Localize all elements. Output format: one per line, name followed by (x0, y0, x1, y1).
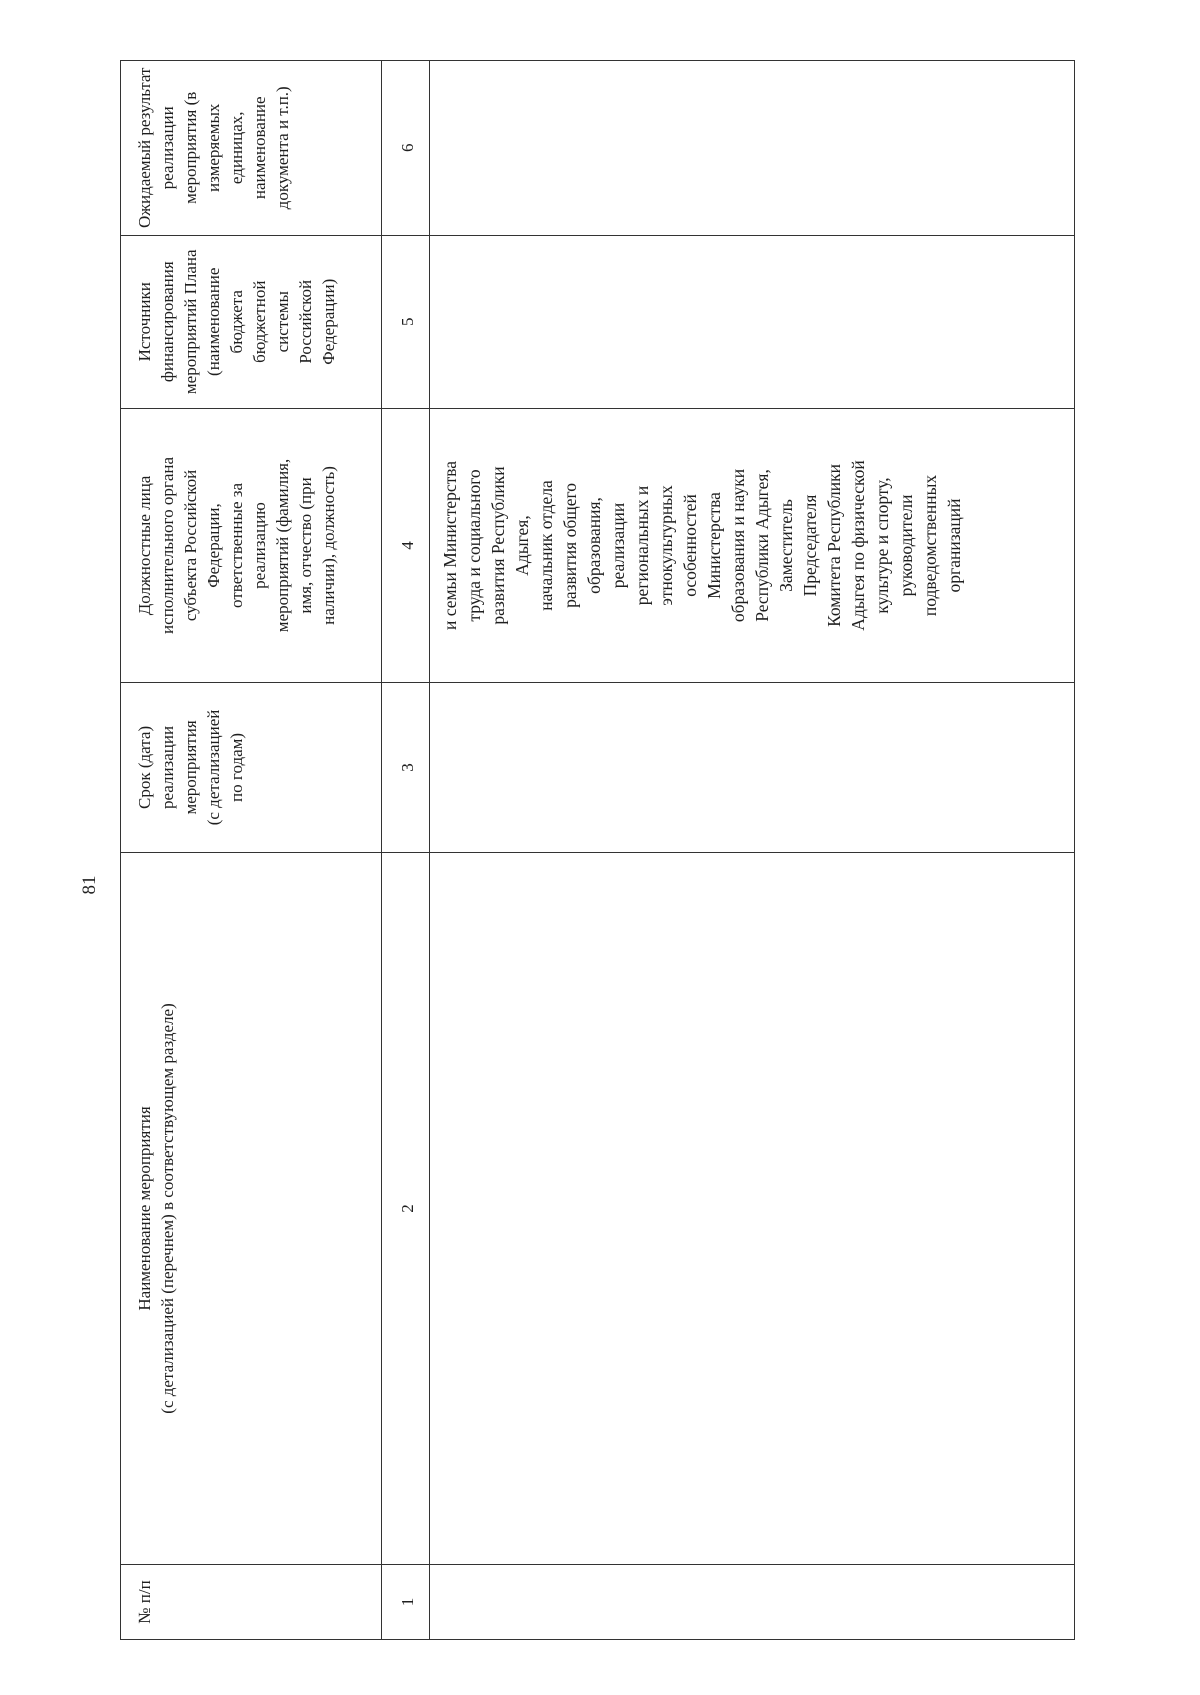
cell-deadline (430, 683, 1075, 853)
rotated-page (120, 60, 1110, 1640)
table-header-row (121, 61, 382, 1640)
plan-table (120, 60, 1075, 1640)
column-number-1: 1 (382, 1565, 430, 1640)
header-number: № п/п (121, 1565, 382, 1640)
column-number-row (382, 61, 430, 1640)
cell-funding-sources (430, 235, 1075, 408)
cell-expected-result (430, 61, 1075, 236)
cell-event-name (430, 852, 1075, 1564)
header-funding-sources: Источники финансирования мероприятий Плана (наименование бюджета бюджетной системы Российской Федерации) (121, 235, 382, 408)
header-responsible-officials: Должностные лица исполнительного органа субъекта Российской Федерации, ответственные за реализацию мероприятий (фамилия, имя, отчество (при наличии), должность) (121, 408, 382, 682)
cell-responsible-officials: и семьи Министерства труда и социального развития Республики Адыгея, начальник отдела развития общего образования, реализации региональных и этнокультурных особенностей Министерства образования и науки Республики Адыгея, Заместитель Председателя Комитета Республики Адыгея по физической культуре и спорту, руководители подведомственных организаций (430, 408, 1075, 682)
page-number: 81 (79, 875, 100, 895)
column-number-5: 5 (382, 235, 430, 408)
header-expected-result: Ожидаемый результат реализации мероприятия (в измеряемых единицах, наименование документа и т.п.) (121, 61, 382, 236)
column-number-2: 2 (382, 852, 430, 1564)
column-number-3: 3 (382, 683, 430, 853)
header-deadline: Срок (дата) реализации мероприятия (с детализацией по годам) (121, 683, 382, 853)
cell-number (430, 1565, 1075, 1640)
column-number-4: 4 (382, 408, 430, 682)
table-row (430, 61, 1075, 1640)
column-number-6: 6 (382, 61, 430, 236)
header-event-name: Наименование мероприятия (с детализацией (перечнем) в соответствующем разделе) (121, 852, 382, 1564)
